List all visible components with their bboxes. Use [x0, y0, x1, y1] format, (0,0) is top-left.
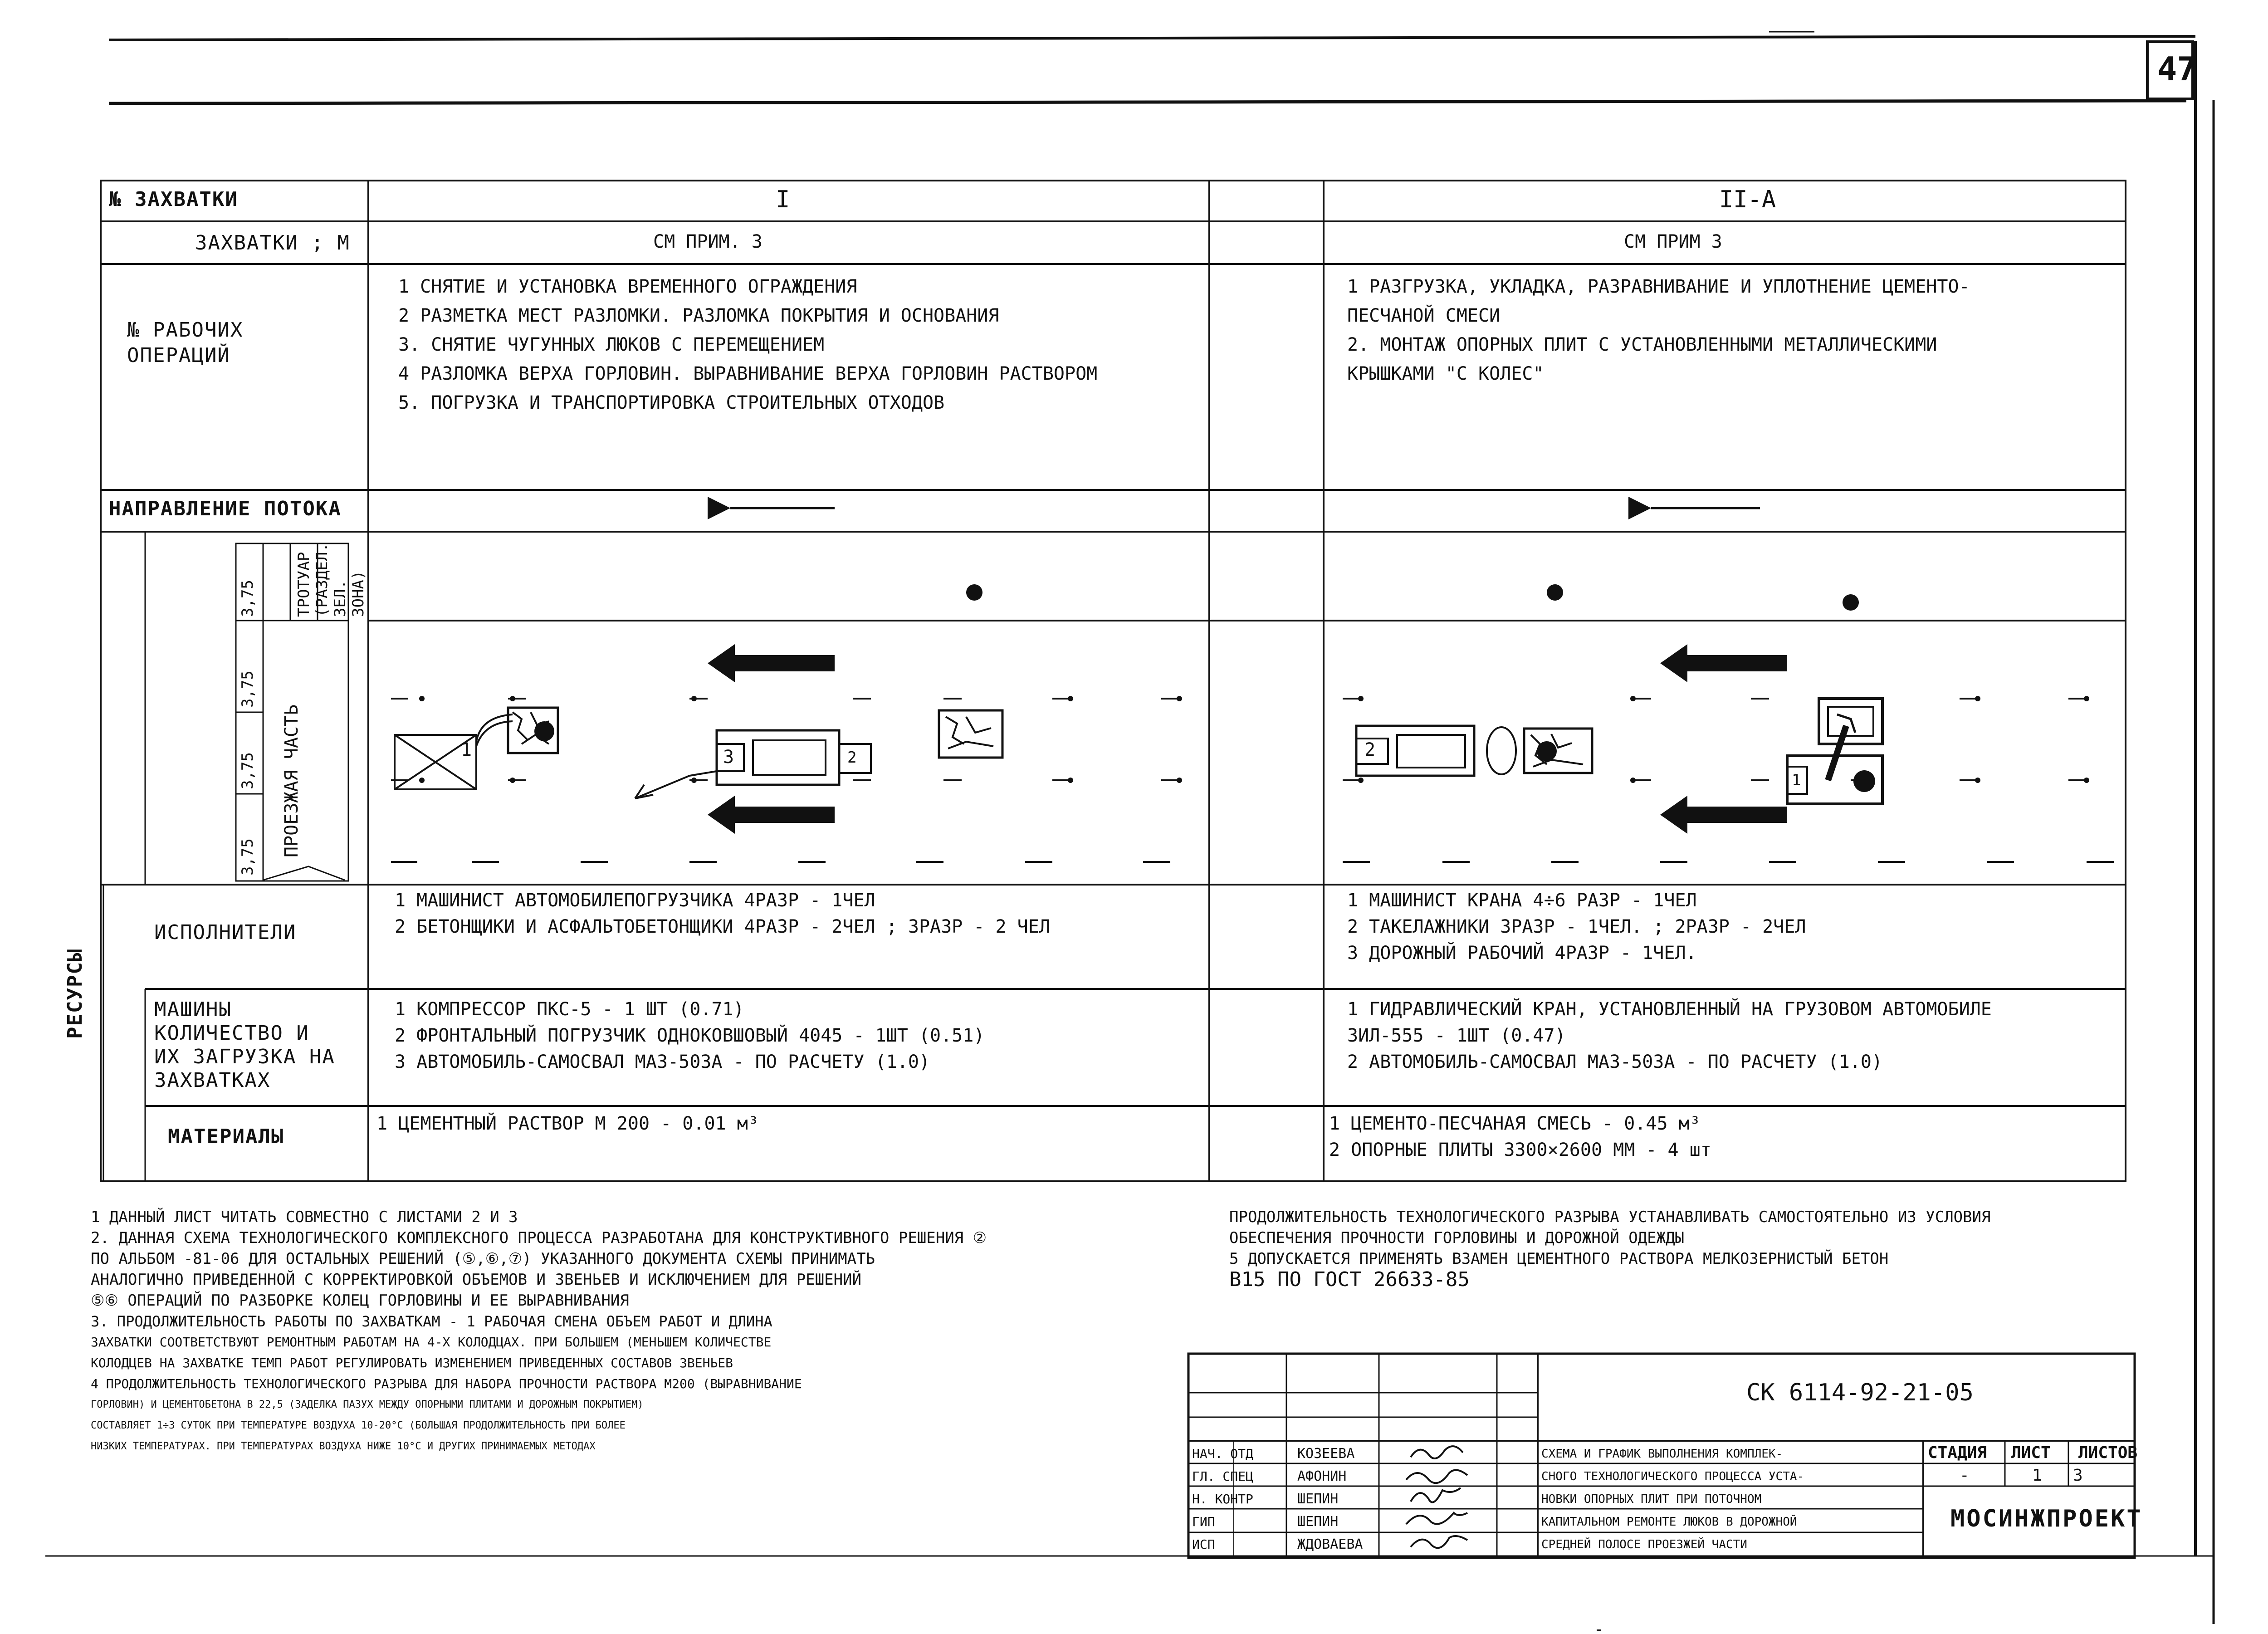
zone2-number: II-А	[1719, 186, 1776, 213]
lane-label-3: 3,75	[239, 670, 257, 708]
lane-label-2: 3,75	[239, 752, 257, 789]
signature-role: ГИП	[1192, 1514, 1215, 1529]
label-crane: 1	[1792, 771, 1801, 789]
header-resources-group: РЕСУРСЫ	[64, 948, 87, 1039]
list-item: 5. ПОГРУЗКА И ТРАНСПОРТИРОВКА СТРОИТЕЛЬНЫХ ОТХОДОВ	[398, 392, 945, 413]
list-item: КРЫШКАМИ "С КОЛЕС"	[1347, 363, 1544, 384]
stage-value: -	[1960, 1466, 1970, 1485]
note-line: ⑤⑥ ОПЕРАЦИЙ ПО РАЗБОРКЕ КОЛЕЦ ГОРЛОВИНЫ И ЕЕ ВЫРАВНИВАНИЯ	[91, 1292, 629, 1310]
list-item: 2 ОПОРНЫЕ ПЛИТЫ 3300×2600 ММ - 4 шт	[1329, 1140, 1711, 1160]
stage-label: СТАДИЯ	[1928, 1443, 1987, 1462]
road-label: ПРОЕЗЖАЯ ЧАСТЬ	[281, 704, 302, 857]
list-item: 2. МОНТАЖ ОПОРНЫХ ПЛИТ С УСТАНОВЛЕННЫМИ МЕТАЛЛИЧЕСКИМИ	[1347, 334, 1937, 355]
zone2-operations	[1347, 272, 1970, 388]
signature-name: ЖДОВАЕВА	[1297, 1536, 1363, 1552]
signature-role: НАЧ. ОТД	[1192, 1446, 1253, 1461]
signature-name: АФОНИН	[1297, 1468, 1347, 1484]
zone1-number: I	[776, 186, 790, 213]
list-item: 2 ФРОНТАЛЬНЫЙ ПОГРУЗЧИК ОДНОКОВШОВЫЙ 4045 - 1ШТ (0.51)	[395, 1025, 985, 1046]
sidewalk-label: ТРОТУАР (РАЗДЕЛ. ЗЕЛ. ЗОНА)	[295, 543, 367, 617]
signature-name: ШЕПИН	[1297, 1491, 1339, 1507]
note-line: В15 ПО ГОСТ 26633-85	[1229, 1268, 1470, 1291]
list-item: 1 МАШИНИСТ АВТОМОБИЛЕПОГРУЗЧИКА 4РАЗР - 1ЧЕЛ	[395, 890, 875, 911]
title-line: СНОГО ТЕХНОЛОГИЧЕСКОГО ПРОЦЕССА УСТА-	[1541, 1470, 1804, 1483]
zone2-workers	[1347, 887, 1806, 966]
note-line: СОСТАВЛЯЕТ 1÷3 СУТОК ПРИ ТЕМПЕРАТУРЕ ВОЗДУХА 10-20°С (БОЛЬШАЯ ПРОДОЛЖИТЕЛЬНОСТЬ ПРИ БОЛЕЕ	[91, 1420, 626, 1431]
zone1-length: СМ ПРИМ. 3	[653, 231, 763, 252]
signature-name: ШЕПИН	[1297, 1514, 1339, 1530]
signature-name: КОЗЕЕВА	[1297, 1446, 1355, 1462]
organization-name: МОСИНЖПРОЕКТ	[1950, 1505, 2143, 1532]
lane-label-1: 3,75	[239, 838, 257, 876]
header-operations: № РАБОЧИХ ОПЕРАЦИЙ	[127, 318, 244, 367]
lane-label-4: 3,75	[239, 580, 257, 617]
page-number: 47	[2157, 50, 2197, 88]
list-item: 1 ГИДРАВЛИЧЕСКИЙ КРАН, УСТАНОВЛЕННЫЙ НА ГРУЗОВОМ АВТОМОБИЛЕ	[1347, 999, 1992, 1020]
zone1-operations	[398, 272, 1097, 417]
list-item: 3 ДОРОЖНЫЙ РАБОЧИЙ 4РАЗР - 1ЧЕЛ.	[1347, 943, 1697, 964]
label-compressor: 1	[461, 739, 472, 760]
note-line: ПРОДОЛЖИТЕЛЬНОСТЬ ТЕХНОЛОГИЧЕСКОГО РАЗРЫВА УСТАНАВЛИВАТЬ САМОСТОЯТЕЛЬНО ИЗ УСЛОВИЯ	[1229, 1208, 1991, 1226]
list-item: ПЕСЧАНОЙ СМЕСИ	[1347, 305, 1501, 326]
list-item: 2 АВТОМОБИЛЬ-САМОСВАЛ МАЗ-503А - ПО РАСЧЕТУ (1.0)	[1347, 1052, 1883, 1072]
note-line: 3. ПРОДОЛЖИТЕЛЬНОСТЬ РАБОТЫ ПО ЗАХВАТКАМ - 1 РАБОЧАЯ СМЕНА ОБЪЕМ РАБОТ И ДЛИНА	[91, 1313, 772, 1330]
list-item: ЗИЛ-555 - 1ШТ (0.47)	[1347, 1025, 1566, 1046]
signature-roles	[1192, 1443, 1253, 1556]
note-line: ГОРЛОВИН) И ЦЕМЕНТОБЕТОНА В 22,5 (ЗАДЕЛКА ПАЗУХ МЕЖДУ ОПОРНЫМИ ПЛИТАМИ И ДОРОЖНЫМ ПОКРЫТИЕМ)	[91, 1399, 644, 1410]
notes-left	[91, 1207, 987, 1457]
sheets-value: 3	[2073, 1466, 2083, 1485]
header-zone-number: № ЗАХВАТКИ	[109, 188, 238, 211]
signature-role: ИСП	[1192, 1537, 1215, 1552]
zone2-length: СМ ПРИМ 3	[1624, 231, 1722, 252]
note-line: 4 ПРОДОЛЖИТЕЛЬНОСТЬ ТЕХНОЛОГИЧЕСКОГО РАЗРЫВА ДЛЯ НАБОРА ПРОЧНОСТИ РАСТВОРА М200 (ВЫРАВНИВАНИЕ	[91, 1376, 802, 1391]
zone2-machines	[1347, 996, 1992, 1075]
title-line: КАПИТАЛЬНОМ РЕМОНТЕ ЛЮКОВ В ДОРОЖНОЙ	[1541, 1515, 1797, 1529]
list-item: 1 ЦЕМЕНТНЫЙ РАСТВОР М 200 - 0.01 м³	[376, 1113, 759, 1134]
note-line: АНАЛОГИЧНО ПРИВЕДЕННОЙ С КОРРЕКТИРОВКОЙ ОБЪЕМОВ И ЗВЕНЬЕВ И ИСКЛЮЧЕНИЕМ ДЛЯ РЕШЕНИЙ	[91, 1271, 861, 1289]
header-flow: НАПРАВЛЕНИЕ ПОТОКА	[109, 497, 342, 520]
zone2-materials	[1329, 1111, 1711, 1163]
list-item: 1 СНЯТИЕ И УСТАНОВКА ВРЕМЕННОГО ОГРАЖДЕНИЯ	[398, 276, 857, 297]
list-item: 1 МАШИНИСТ КРАНА 4÷6 РАЗР - 1ЧЕЛ	[1347, 890, 1697, 911]
sheets-label: ЛИСТОВ	[2078, 1443, 2138, 1462]
list-item: 4 РАЗЛОМКА ВЕРХА ГОРЛОВИН. ВЫРАВНИВАНИЕ ВЕРХА ГОРЛОВИН РАСТВОРОМ	[398, 363, 1098, 384]
note-line: ПО АЛЬБОМ -81-06 ДЛЯ ОСТАЛЬНЫХ РЕШЕНИЙ (⑤,⑥,⑦) УКАЗАННОГО ДОКУМЕНТА СХЕМЫ ПРИНИМАТЬ	[91, 1250, 875, 1268]
list-item: 1 ЦЕМЕНТО-ПЕСЧАНАЯ СМЕСЬ - 0.45 м³	[1329, 1113, 1701, 1134]
header-zone-length: ЗАХВАТКИ ; М	[195, 231, 350, 254]
note-line: НИЗКИХ ТЕМПЕРАТУРАХ. ПРИ ТЕМПЕРАТУРАХ ВОЗДУХА НИЖЕ 10°С И ДРУГИХ ПРИНИМАЕМЫХ МЕТОДАХ	[91, 1441, 596, 1452]
label-loader: 2	[847, 749, 857, 767]
sheet-value: 1	[2032, 1466, 2042, 1485]
signature-role: ГЛ. СПЕЦ	[1192, 1469, 1253, 1484]
list-item: 1 РАЗГРУЗКА, УКЛАДКА, РАЗРАВНИВАНИЕ И УПЛОТНЕНИЕ ЦЕМЕНТО-	[1347, 276, 1970, 297]
note-line: ЗАХВАТКИ СООТВЕТСТВУЮТ РЕМОНТНЫМ РАБОТАМ НА 4-Х КОЛОДЦАХ. ПРИ БОЛЬШЕМ (МЕНЬШЕМ КОЛИЧЕСТВЕ	[91, 1335, 772, 1350]
title-line: НОВКИ ОПОРНЫХ ПЛИТ ПРИ ПОТОЧНОМ	[1541, 1492, 1762, 1506]
zone1-workers	[395, 887, 1050, 940]
list-item: 2 ТАКЕЛАЖНИКИ 3РАЗР - 1ЧЕЛ. ; 2РАЗР - 2ЧЕЛ	[1347, 916, 1806, 937]
zone1-machines	[395, 996, 984, 1075]
list-item: 2 РАЗМЕТКА МЕСТ РАЗЛОМКИ. РАЗЛОМКА ПОКРЫТИЯ И ОСНОВАНИЯ	[398, 305, 999, 326]
document-code: СК 6114-92-21-05	[1746, 1379, 1974, 1406]
list-item: 3. СНЯТИЕ ЧУГУННЫХ ЛЮКОВ С ПЕРЕМЕЩЕНИЕМ	[398, 334, 825, 355]
header-machines: МАШИНЫ КОЛИЧЕСТВО И ИХ ЗАГРУЗКА НА ЗАХВАТКАХ	[154, 998, 335, 1092]
note-line: 5 ДОПУСКАЕТСЯ ПРИМЕНЯТЬ ВЗАМЕН ЦЕМЕНТНОГО РАСТВОРА МЕЛКОЗЕРНИСТЫЙ БЕТОН	[1229, 1250, 1889, 1268]
header-workers: ИСПОЛНИТЕЛИ	[154, 921, 297, 944]
zone1-materials	[376, 1111, 759, 1137]
signature-role: Н. КОНТР	[1192, 1492, 1253, 1507]
label-zone2-truck: 2	[1364, 739, 1376, 760]
title-line: СХЕМА И ГРАФИК ВЫПОЛНЕНИЯ КОМПЛЕК-	[1541, 1447, 1783, 1461]
header-materials: МАТЕРИАЛЫ	[168, 1125, 284, 1148]
list-item: 2 БЕТОНЩИКИ И АСФАЛЬТОБЕТОНЩИКИ 4РАЗР - 2ЧЕЛ ; 3РАЗР - 2 ЧЕЛ	[395, 916, 1050, 937]
sheet-label: ЛИСТ	[2011, 1443, 2051, 1462]
list-item: 1 КОМПРЕССОР ПКС-5 - 1 ШТ (0.71)	[395, 999, 744, 1020]
note-line: ОБЕСПЕЧЕНИЯ ПРОЧНОСТИ ГОРЛОВИНЫ И ДОРОЖНОЙ ОДЕЖДЫ	[1229, 1229, 1685, 1247]
list-item: 3 АВТОМОБИЛЬ-САМОСВАЛ МАЗ-503А - ПО РАСЧЕТУ (1.0)	[395, 1052, 930, 1072]
title-line: СРЕДНЕЙ ПОЛОСЕ ПРОЕЗЖЕЙ ЧАСТИ	[1541, 1538, 1747, 1551]
note-line: 2. ДАННАЯ СХЕМА ТЕХНОЛОГИЧЕСКОГО КОМПЛЕКСНОГО ПРОЦЕССА РАЗРАБОТАНА ДЛЯ КОНСТРУКТИВНОГО РЕШЕНИЯ ②	[91, 1229, 987, 1247]
notes-right	[1229, 1207, 1991, 1290]
label-dump-truck: 3	[723, 747, 734, 768]
title-block-description	[1541, 1443, 1804, 1556]
note-line: КОЛОДЦЕВ НА ЗАХВАТКЕ ТЕМП РАБОТ РЕГУЛИРОВАТЬ ИЗМЕНЕНИЕМ ПРИВЕДЕННЫХ СОСТАВОВ ЗВЕНЬЕВ	[91, 1355, 733, 1370]
signature-names	[1297, 1443, 1363, 1556]
note-line: 1 ДАННЫЙ ЛИСТ ЧИТАТЬ СОВМЕСТНО С ЛИСТАМИ 2 И 3	[91, 1208, 518, 1226]
